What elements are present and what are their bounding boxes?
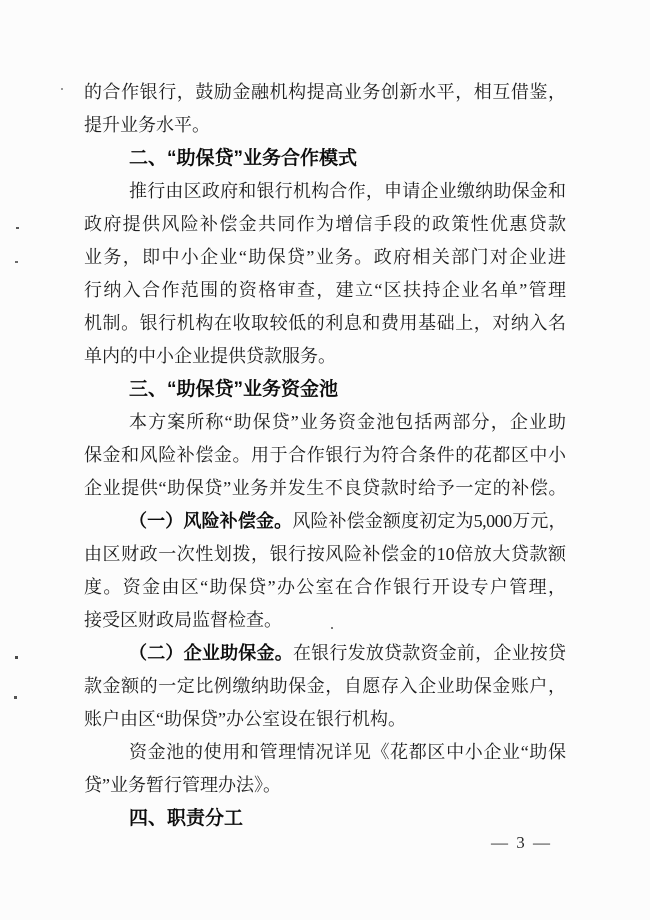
text-line [84, 637, 566, 670]
text-line: 单内的中小企业提供贷款服务。 [84, 346, 336, 366]
text-line: 业务，即中小企业“助保贷”业务。政府相关部门对企业进 [84, 247, 566, 267]
scan-speck [15, 656, 18, 659]
scan-speck [15, 261, 18, 263]
section-heading-2: 二、“助保贷”业务合作模式 [129, 148, 358, 169]
bold-lead: （二）企业助保金。 [129, 643, 293, 663]
line-text: 风险补偿金额度初定为5,000万元， [292, 511, 566, 531]
text-line: 贷”业务暂行管理办法》。 [84, 775, 281, 795]
section-heading-4: 四、职责分工 [129, 808, 244, 829]
text-line: 由区财政一次性划拨，银行按风险补偿金的10倍放大贷款额 [84, 544, 566, 564]
text-line: 款金额的一定比例缴纳助保金，自愿存入企业助保金账户， [84, 676, 566, 696]
text-line: 接受区财政局监督检查。 [84, 610, 282, 630]
scan-speck [331, 627, 333, 629]
page-number: — 3 — [491, 833, 552, 852]
text-line: 度。资金由区“助保贷”办公室在合作银行开设专户管理， [84, 577, 566, 597]
bold-lead: （一）风险补偿金。 [129, 511, 293, 531]
text-column [84, 76, 566, 835]
text-line: 机制。银行机构在收取较低的利息和费用基础上，对纳入名 [84, 313, 566, 333]
text-line: 推行由区政府和银行机构合作，申请企业缴纳助保金和 [129, 181, 566, 201]
text-line: 提升业务水平。 [84, 115, 210, 135]
text-line: 政府提供风险补偿金共同作为增信手段的政策性优惠贷款 [84, 214, 566, 234]
scan-speck [61, 88, 63, 90]
scan-speck [16, 227, 19, 229]
text-line: 的合作银行，鼓励金融机构提高业务创新水平，相互借鉴， [84, 82, 566, 102]
section-heading-3: 三、“助保贷”业务资金池 [129, 379, 339, 400]
scan-speck [14, 696, 17, 699]
text-line: 账户由区“助保贷”办公室设在银行机构。 [84, 709, 406, 729]
text-line: 保金和风险补偿金。用于合作银行为符合条件的花都区中小 [84, 445, 566, 465]
text-line: 资金池的使用和管理情况详见《花都区中小企业“助保 [129, 742, 566, 762]
text-line: 行纳入合作范围的资格审查，建立“区扶持企业名单”管理 [84, 280, 566, 300]
text-line [84, 505, 566, 538]
text-line: 企业提供“助保贷”业务并发生不良贷款时给予一定的补偿。 [84, 478, 566, 498]
line-text: 在银行发放贷款资金前，企业按贷 [292, 643, 566, 663]
text-line: 本方案所称“助保贷”业务资金池包括两部分，企业助 [129, 412, 566, 432]
